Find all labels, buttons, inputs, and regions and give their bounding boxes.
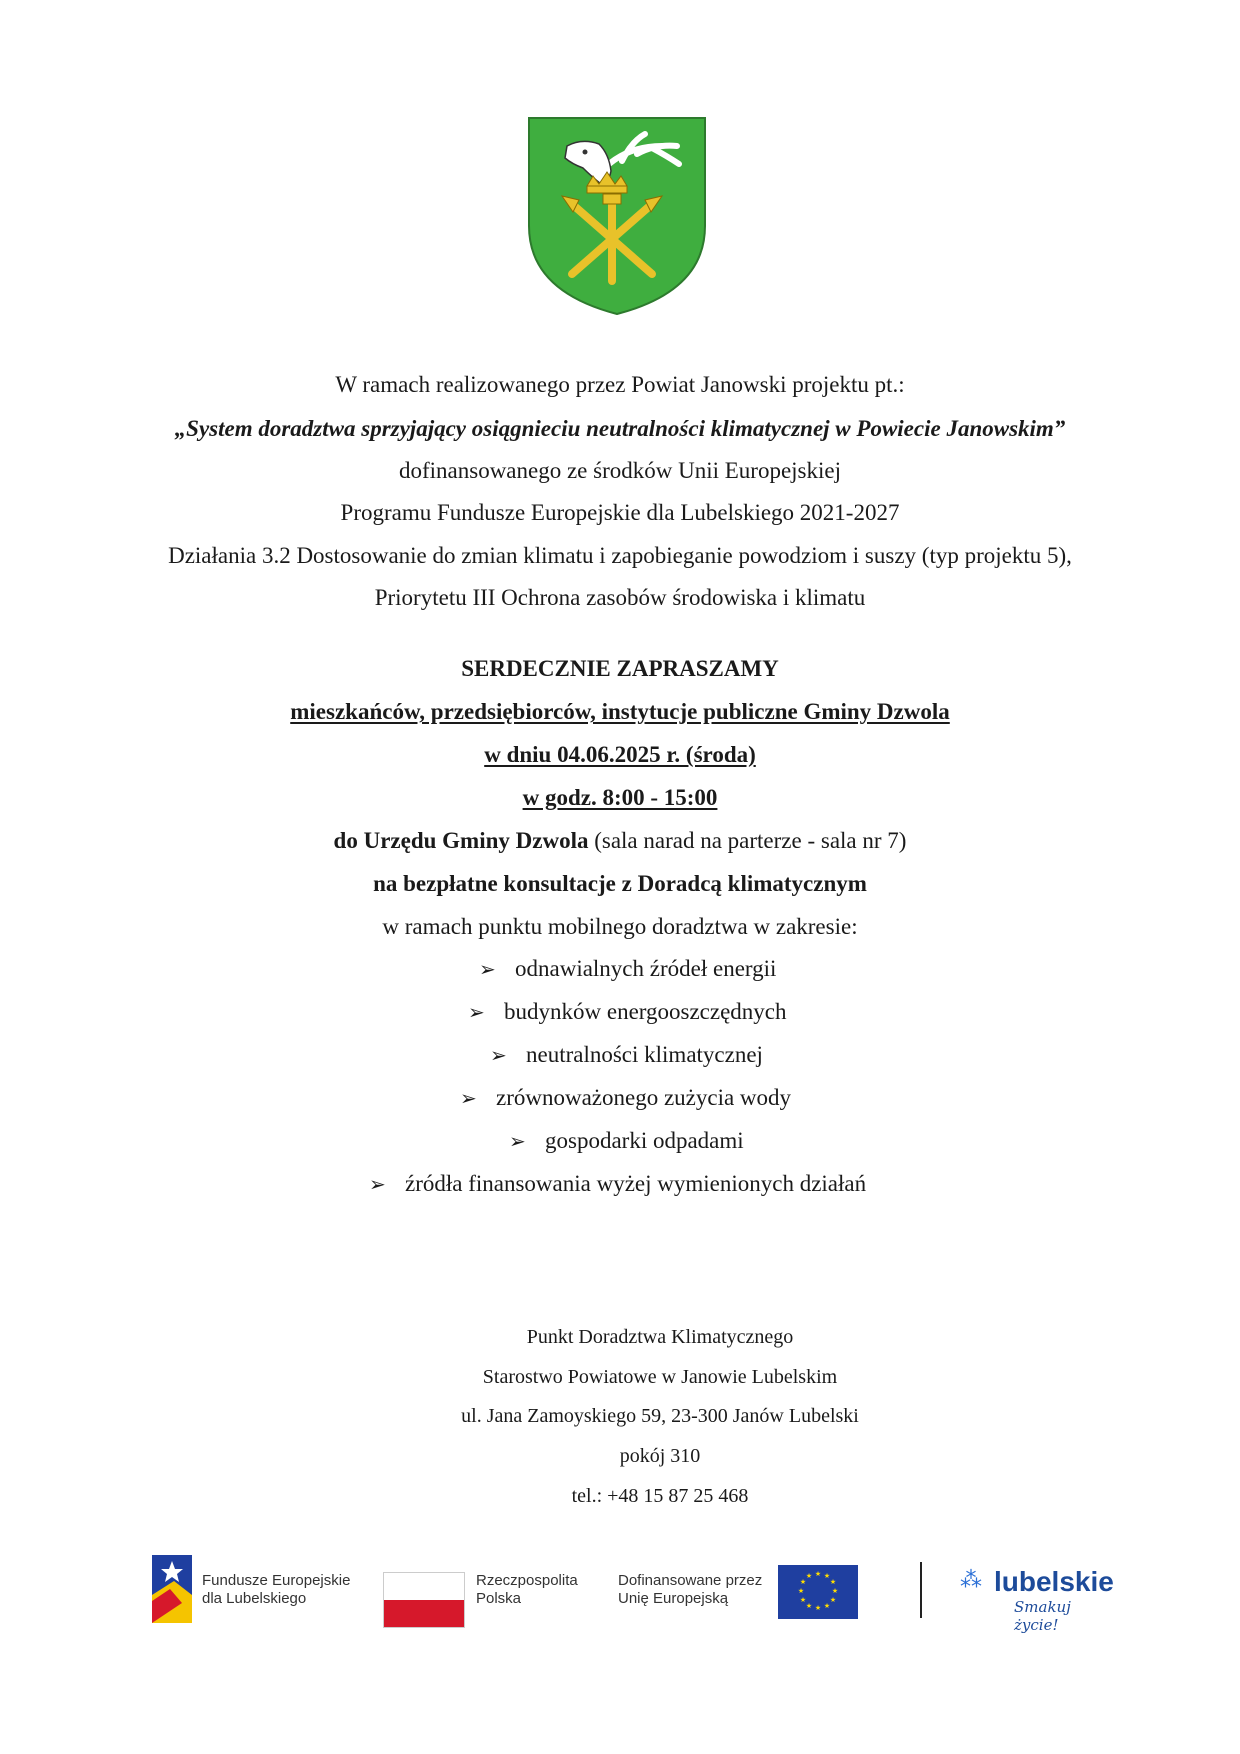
svg-text:★: ★ [831,1587,839,1595]
contact-office: Punkt Doradztwa Klimatycznego [526,1326,794,1348]
project-title: „System doradztwa sprzyjający osiągnieciu neutralności klimatycznej w Powiecie Janowskim” [174,416,1066,441]
topic-text: budynków energooszczędnych [504,999,787,1024]
list-item [460,1085,791,1111]
intro-line: Priorytetu III Ochrona zasobów środowiska i klimatu [374,585,866,610]
logo-separator [920,1562,922,1618]
svg-text:★: ★ [797,1587,805,1595]
topic-text: źródła finansowania wyżej wymienionych działań [405,1171,867,1196]
svg-text:★: ★ [805,1602,813,1610]
event-date: w dniu 04.06.2025 r. (środa) [484,742,756,767]
svg-text:★: ★ [823,1572,831,1580]
contact-room: pokój 310 [619,1445,701,1467]
date-line [0,742,1240,768]
svg-text:★: ★ [814,1570,822,1578]
topic-text: gospodarki odpadami [545,1128,744,1153]
sparkle-icon: ⁂ [960,1568,982,1593]
place-detail: (sala narad na parterze - sala nr 7) [588,828,907,853]
lubelskie-name: lubelskie [994,1566,1114,1597]
audience-line [0,699,1240,725]
arrow-bullet-icon: ➢ [479,957,496,981]
list-item [479,956,776,982]
lubelskie-slogan: Smakuj życie! [1014,1598,1071,1634]
intro-line: Działania 3.2 Dostosowanie do zmian klimatu i zapobieganie powodziom i suszy (typ projektu 5), [168,543,1072,568]
funding-logos-bar [150,1550,1120,1634]
list-item [509,1128,744,1154]
audience-text: mieszkańców, przedsiębiorców, instytucje publiczne Gminy Dzwola [290,699,950,724]
arrow-bullet-icon: ➢ [460,1086,477,1110]
arrow-bullet-icon: ➢ [509,1129,526,1153]
svg-text:★: ★ [823,1602,831,1610]
place-line [0,828,1240,854]
scope-intro: w ramach punktu mobilnego doradztwa w zakresie: [382,914,858,939]
eu-logo-text: Dofinansowane przez Unię Europejską [618,1572,763,1607]
topic-text: neutralności klimatycznej [526,1042,763,1067]
contact-phone: tel.: +48 15 87 25 468 [571,1485,749,1507]
svg-text:★: ★ [829,1596,837,1604]
eu-flag-icon [778,1565,858,1619]
event-hours: w godz. 8:00 - 15:00 [522,785,718,810]
rp-logo-text: Rzeczpospolita Polska [476,1572,578,1607]
polish-flag-icon [383,1572,465,1628]
intro-line: Programu Fundusze Europejskie dla Lubelskiego 2021-2027 [340,500,900,525]
contact-address: ul. Jana Zamoyskiego 59, 23-300 Janów Lubelski [461,1405,859,1427]
topic-text: zrównoważonego zużycia wody [496,1085,792,1110]
hours-line [0,785,1240,811]
purpose-line: na bezpłatne konsultacje z Doradcą klimatycznym [373,871,867,896]
svg-text:★: ★ [799,1578,807,1586]
list-item [490,1042,763,1068]
svg-text:★: ★ [829,1578,837,1586]
lubelskie-logo [960,1560,1114,1634]
svg-text:★: ★ [805,1572,813,1580]
intro-line: W ramach realizowanego przez Powiat Janowski projektu pt.: [335,372,905,397]
fe-logo-icon [152,1555,192,1623]
svg-text:★: ★ [799,1596,807,1604]
list-item [369,1171,866,1197]
intro-line: dofinansowanego ze środków Unii Europejskiej [398,458,841,483]
invitation-heading: SERDECZNIE ZAPRASZAMY [461,656,779,681]
list-item [468,999,787,1025]
powiat-coat-of-arms [527,116,707,316]
arrow-bullet-icon: ➢ [369,1172,386,1196]
contact-institution: Starostwo Powiatowe w Janowie Lubelskim [482,1366,838,1388]
svg-text:★: ★ [814,1604,822,1612]
fe-logo-text: Fundusze Europejskie dla Lubelskiego [202,1572,351,1607]
arrow-bullet-icon: ➢ [490,1043,507,1067]
place-name: do Urzędu Gminy Dzwola [333,828,589,853]
topic-text: odnawialnych źródeł energii [515,956,777,981]
arrow-bullet-icon: ➢ [468,1000,485,1024]
coat-of-arms-icon [527,116,707,316]
